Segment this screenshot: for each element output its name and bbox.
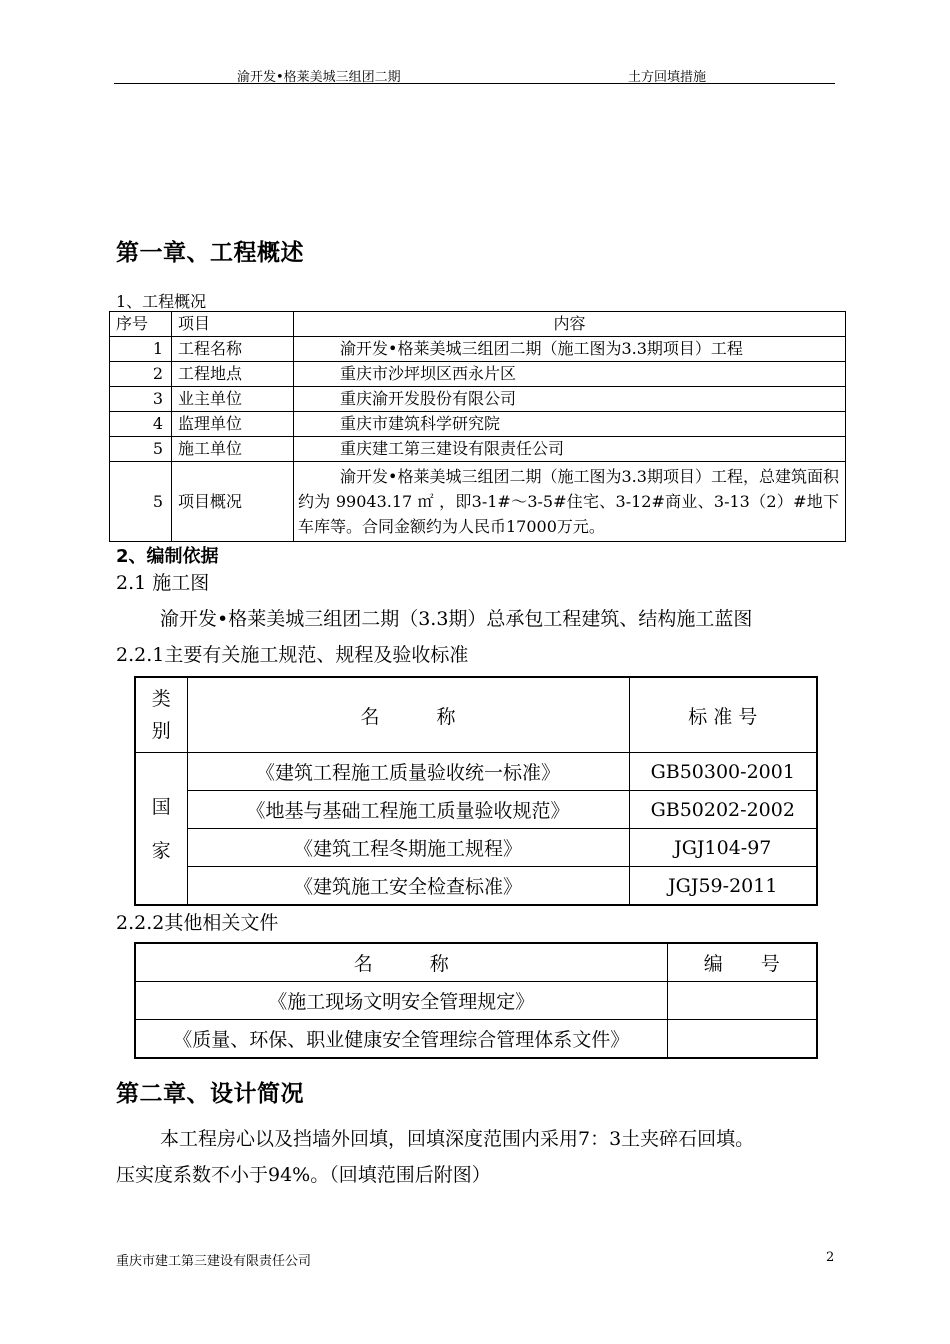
- row-item: 工程地点: [172, 362, 294, 387]
- row-content: 重庆市沙坪坝区西永片区: [294, 362, 846, 387]
- row-content: 重庆市建筑科学研究院: [294, 412, 846, 437]
- document-name: 《质量、环保、职业健康安全管理综合管理体系文件》: [135, 1020, 667, 1059]
- row-no: 5: [110, 437, 172, 462]
- header-name: 名 称: [187, 677, 629, 753]
- header-no: 序号: [110, 312, 172, 337]
- standard-code: JGJ104-97: [629, 829, 817, 867]
- chapter2-line1: 本工程房心以及挡墙外回填，回填深度范围内采用7：3土夹碎石回填。: [160, 1128, 755, 1150]
- project-overview-table: [109, 311, 846, 542]
- standards-table: [134, 676, 818, 906]
- standard-name: 《建筑工程施工质量验收统一标准》: [187, 753, 629, 791]
- footer-company: 重庆市建工第三建设有限责任公司: [116, 1254, 312, 1269]
- table-row: [110, 387, 846, 412]
- row-item: 施工单位: [172, 437, 294, 462]
- chapter1-title: 第一章、工程概述: [116, 240, 304, 266]
- row-no: 5: [110, 462, 172, 542]
- chapter2-line2: 压实度系数不小于94%。（回填范围后附图）: [116, 1164, 491, 1186]
- table-row: [110, 437, 846, 462]
- standard-code: GB50202-2002: [629, 791, 817, 829]
- table-row: [135, 867, 817, 906]
- table-row: [110, 362, 846, 387]
- row-item: 项目概况: [172, 462, 294, 542]
- table-row: [135, 829, 817, 867]
- document-name: 《施工现场文明安全管理规定》: [135, 982, 667, 1020]
- header-right: 土方回填措施: [628, 70, 707, 85]
- row-content-overview: [294, 462, 846, 542]
- row-item: 工程名称: [172, 337, 294, 362]
- s221-title: 2.2.1主要有关施工规范、规程及验收标准: [116, 644, 469, 666]
- row-no: 2: [110, 362, 172, 387]
- standards-header-row: [135, 677, 817, 753]
- header-item: 项目: [172, 312, 294, 337]
- overview-text: 渝开发•格莱美城三组团二期（施工图为3.3期项目）工程，总建筑面积约为 99043.17 ㎡ ，即3-1#～3-5#住宅、3-12#商业、3-13（2）#地下车库等。合同金额约为人民币17000万元。: [298, 467, 839, 536]
- header-code: 标 准 号: [629, 677, 817, 753]
- header-rule: [114, 83, 835, 84]
- table-row: [135, 791, 817, 829]
- header-left: 渝开发•格莱美城三组团二期: [237, 70, 401, 85]
- section1-title: 1、工程概况: [116, 292, 207, 311]
- table-row-overview: [110, 462, 846, 542]
- table-row: [110, 337, 846, 362]
- page-number: 2: [826, 1250, 835, 1265]
- s21-text: 渝开发•格莱美城三组团二期（3.3期）总承包工程建筑、结构施工蓝图: [160, 608, 753, 630]
- row-no: 1: [110, 337, 172, 362]
- table-row: [135, 1020, 817, 1059]
- standard-name: 《地基与基础工程施工质量验收规范》: [187, 791, 629, 829]
- other-documents-table: [134, 942, 818, 1059]
- table-row: [135, 982, 817, 1020]
- header-content: 内容: [294, 312, 846, 337]
- row-no: 4: [110, 412, 172, 437]
- row-item: 业主单位: [172, 387, 294, 412]
- header-category: 类别: [135, 677, 187, 753]
- s222-title: 2.2.2其他相关文件: [116, 912, 279, 934]
- section2-title: 2、编制依据: [116, 546, 219, 567]
- standard-name: 《建筑工程冬期施工规程》: [187, 829, 629, 867]
- row-content: 渝开发•格莱美城三组团二期（施工图为3.3期项目）工程: [294, 337, 846, 362]
- standard-code: JGJ59-2011: [629, 867, 817, 906]
- s21-title: 2.1 施工图: [116, 572, 210, 594]
- header-name: 名 称: [135, 943, 667, 982]
- table-row: [110, 412, 846, 437]
- chapter2-title: 第二章、设计简况: [116, 1081, 304, 1107]
- row-content: 重庆建工第三建设有限责任公司: [294, 437, 846, 462]
- others-header-row: [135, 943, 817, 982]
- row-item: 监理单位: [172, 412, 294, 437]
- standard-name: 《建筑施工安全检查标准》: [187, 867, 629, 906]
- category-cell: 国家: [135, 753, 187, 906]
- document-code: [667, 1020, 817, 1059]
- row-no: 3: [110, 387, 172, 412]
- header-code: 编 号: [667, 943, 817, 982]
- table-row: [135, 753, 817, 791]
- document-code: [667, 982, 817, 1020]
- row-content: 重庆渝开发股份有限公司: [294, 387, 846, 412]
- table-header-row: [110, 312, 846, 337]
- standard-code: GB50300-2001: [629, 753, 817, 791]
